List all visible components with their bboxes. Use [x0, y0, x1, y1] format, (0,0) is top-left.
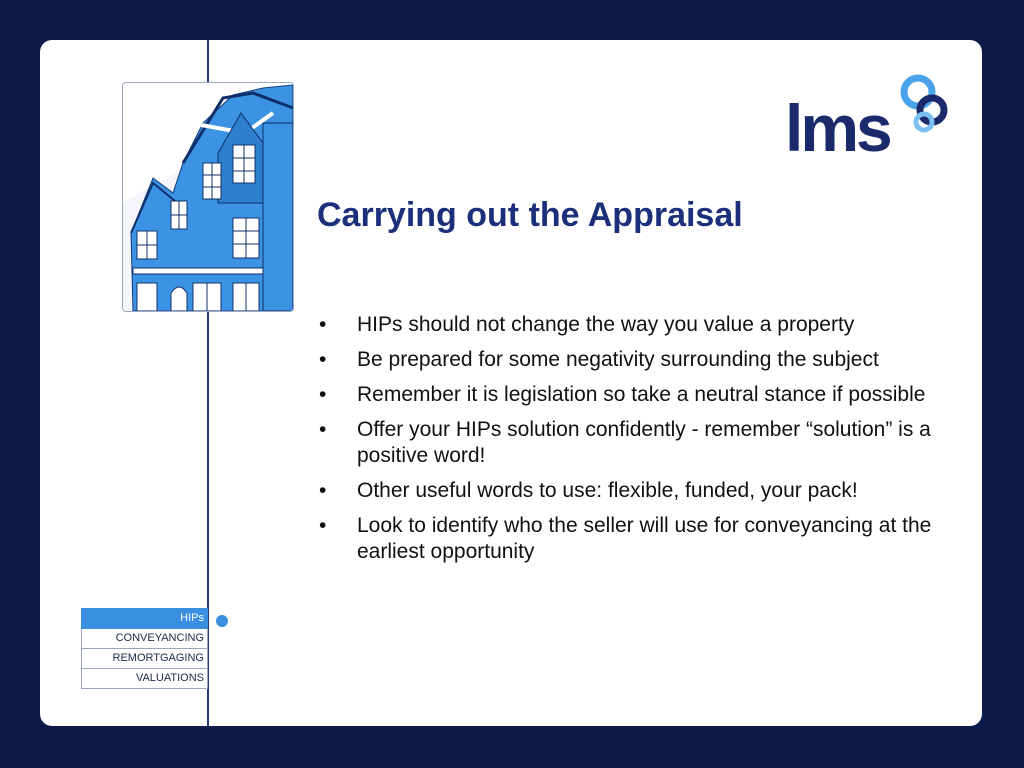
list-item: [317, 478, 957, 504]
bullet-text: Offer your HIPs solution confidently - remember “solution” is a positive word!: [357, 418, 931, 467]
section-nav: [81, 608, 208, 689]
list-item: [317, 417, 957, 469]
nav-item-hips[interactable]: HIPs: [81, 608, 208, 629]
nav-dot-icon: [216, 615, 228, 627]
bullet-marker: •: [319, 418, 327, 441]
lms-logo-swirl-icon: [880, 70, 960, 150]
list-item: [317, 312, 957, 338]
slide-title: Carrying out the Appraisal: [317, 196, 743, 234]
bullet-marker: •: [319, 514, 327, 537]
nav-item-conveyancing[interactable]: CONVEYANCING: [81, 629, 208, 649]
bullet-marker: •: [319, 383, 327, 406]
bullet-list: [317, 312, 957, 574]
bullet-text: Look to identify who the seller will use for conveyancing at the earliest opportunity: [357, 514, 932, 563]
nav-item-valuations[interactable]: VALUATIONS: [81, 669, 208, 689]
bullet-marker: •: [319, 479, 327, 502]
bullet-text: Be prepared for some negativity surrounding the subject: [357, 348, 879, 371]
bullet-text: Other useful words to use: flexible, funded, your pack!: [357, 479, 858, 502]
list-item: [317, 513, 957, 565]
slide-canvas: [40, 40, 982, 726]
lms-logo: [785, 70, 965, 180]
bullet-text: Remember it is legislation so take a neutral stance if possible: [357, 383, 926, 406]
list-item: [317, 382, 957, 408]
bullet-marker: •: [319, 313, 327, 336]
nav-item-remortgaging[interactable]: REMORTGAGING: [81, 649, 208, 669]
bullet-text: HIPs should not change the way you value a property: [357, 313, 855, 336]
list-item: [317, 347, 957, 373]
logo-text: lms: [785, 91, 890, 165]
house-illustration-icon: [122, 82, 294, 312]
bullet-marker: •: [319, 348, 327, 371]
